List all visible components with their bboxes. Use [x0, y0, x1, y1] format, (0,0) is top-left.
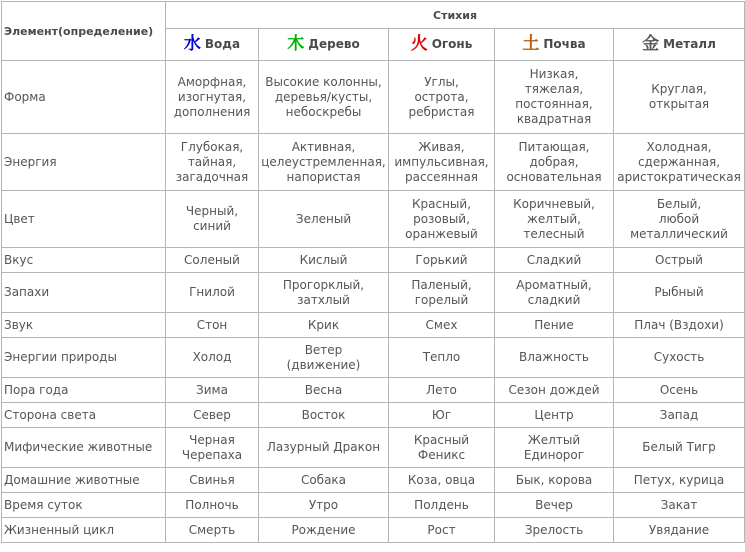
cell-fire: [389, 248, 495, 273]
cell-text: дополнения: [173, 104, 251, 119]
cell-earth: [495, 191, 614, 248]
cell-earth: [495, 248, 614, 273]
cell-text: тайная,: [187, 154, 237, 169]
cell-text: Полночь: [185, 497, 239, 512]
cell-metal: [614, 378, 745, 403]
cell-earth: [495, 403, 614, 428]
cell-text: ребристая: [408, 104, 475, 119]
cell-text: квадратная: [516, 112, 592, 126]
cell-text: Пение: [534, 317, 574, 332]
cell-text: Активная,: [291, 139, 356, 154]
cell-water: [166, 61, 259, 134]
cell-text: затхлый: [297, 292, 350, 307]
cell-text: Север: [193, 407, 231, 422]
cell-text: горелый: [414, 292, 469, 307]
cell-water: [166, 134, 259, 191]
cell-text: (движение): [286, 357, 361, 372]
cell-fire: [389, 428, 495, 468]
cell-text: Живая,: [418, 139, 465, 154]
element-header-fire: [389, 29, 495, 61]
element-label: Почва: [543, 37, 586, 51]
cell-text: любой: [658, 211, 700, 226]
cell-text: Горький: [415, 252, 468, 267]
row-label: Запахи: [2, 273, 166, 313]
cell-text: Петух, курица: [633, 472, 725, 487]
cell-wood: [259, 273, 389, 313]
cell-wood: [259, 518, 389, 543]
cell-text: Коричневый,: [513, 196, 595, 211]
cell-text: Весна: [304, 382, 343, 397]
cell-water: [166, 248, 259, 273]
cell-metal: [614, 191, 745, 248]
cell-text: Красный,: [411, 196, 472, 211]
cell-earth: [495, 518, 614, 543]
table-row: [2, 468, 745, 493]
cell-text: тяжелая,: [524, 82, 584, 96]
cell-text: Гнилой: [189, 285, 235, 299]
cell-text: Черепаха: [181, 447, 243, 462]
row-label: Энергии природы: [2, 338, 166, 378]
cell-text: сдержанная,: [637, 154, 721, 169]
table-row: [2, 428, 745, 468]
cell-water: [166, 313, 259, 338]
cell-wood: [259, 134, 389, 191]
cell-text: Прогорклый,: [282, 277, 365, 292]
cell-wood: [259, 191, 389, 248]
cell-text: Соленый: [184, 252, 240, 267]
cell-text: Восток: [301, 407, 346, 422]
row-label: Вкус: [2, 248, 166, 273]
cell-water: [166, 493, 259, 518]
elements-table: [1, 1, 745, 543]
element-header-earth: [495, 29, 614, 61]
cell-text: Коза, овца: [407, 472, 476, 487]
row-label: Энергия: [2, 134, 166, 191]
cell-text: Запад: [659, 407, 699, 422]
cell-text: Плач (Вздохи): [634, 317, 724, 332]
cell-metal: [614, 403, 745, 428]
cell-text: сладкий: [527, 292, 581, 307]
cell-earth: [495, 338, 614, 378]
cell-metal: [614, 134, 745, 191]
cell-text: Центр: [534, 407, 574, 422]
cell-earth: [495, 468, 614, 493]
cell-metal: [614, 338, 745, 378]
cell-text: Высокие колонны,: [265, 74, 382, 89]
cell-text: Сезон дождей: [508, 382, 600, 397]
element-label: Огонь: [431, 37, 473, 51]
cell-text: импульсивная,: [394, 154, 489, 169]
cell-wood: [259, 468, 389, 493]
cell-text: добрая,: [529, 154, 579, 169]
cell-text: целеустремленная,: [261, 154, 386, 169]
table-row: [2, 191, 745, 248]
cell-text: Полдень: [414, 497, 469, 512]
cell-text: Низкая,: [529, 67, 579, 81]
cell-text: Свинья: [189, 472, 235, 487]
cell-fire: [389, 518, 495, 543]
table-row: [2, 403, 745, 428]
table-row: [2, 338, 745, 378]
table-row: [2, 248, 745, 273]
cell-text: деревья/кусты,: [274, 89, 373, 104]
cell-text: основательная: [506, 169, 602, 184]
cell-water: [166, 191, 259, 248]
cell-text: Рост: [427, 522, 456, 537]
cell-text: Круглая,: [651, 82, 707, 96]
element-label: Металл: [663, 37, 716, 51]
row-label: Мифические животные: [2, 428, 166, 468]
cell-text: постоянная,: [515, 97, 593, 111]
cell-text: аристократическая: [617, 169, 741, 184]
cell-fire: [389, 403, 495, 428]
row-label: Звук: [2, 313, 166, 338]
cell-fire: [389, 378, 495, 403]
cell-earth: [495, 273, 614, 313]
cell-text: Утро: [308, 497, 339, 512]
cell-metal: [614, 61, 745, 134]
cell-text: Белый Тигр: [642, 440, 716, 454]
cell-text: Углы,: [424, 74, 459, 89]
cell-text: Рождение: [291, 522, 356, 537]
cell-fire: [389, 273, 495, 313]
header-row-top: [2, 2, 745, 29]
table-body: [2, 61, 745, 543]
cell-water: [166, 273, 259, 313]
element-label: Вода: [204, 37, 241, 51]
row-label: Время суток: [2, 493, 166, 518]
cell-text: Желтый Единорог: [523, 432, 585, 462]
cell-text: Аморфная,: [177, 74, 247, 89]
group-header: Стихия: [166, 2, 745, 29]
cell-fire: [389, 191, 495, 248]
cell-text: открытая: [648, 97, 710, 111]
cell-wood: [259, 403, 389, 428]
cell-text: Холодная,: [646, 139, 712, 154]
cell-earth: [495, 428, 614, 468]
cell-text: Глубокая,: [180, 139, 244, 154]
cell-earth: [495, 313, 614, 338]
cell-text: телесный: [523, 226, 585, 241]
cell-water: [166, 338, 259, 378]
row-label: Пора года: [2, 378, 166, 403]
cell-text: Острый: [655, 252, 703, 267]
cell-earth: [495, 61, 614, 134]
cell-text: Смех: [425, 317, 458, 332]
element-label: Дерево: [308, 37, 360, 51]
cell-text: Кислый: [299, 252, 348, 267]
cell-text: Паленый,: [411, 277, 472, 292]
cell-text: Сухость: [653, 350, 705, 364]
cell-text: Сладкий: [526, 252, 582, 267]
element-header-metal: [614, 29, 745, 61]
cell-text: оранжевый: [405, 226, 478, 241]
cell-water: [166, 378, 259, 403]
cell-wood: [259, 378, 389, 403]
cell-text: Смерть: [188, 522, 236, 537]
water-glyph: 水: [183, 34, 201, 54]
cell-text: Черная: [189, 432, 235, 447]
cell-text: Закат: [660, 497, 698, 512]
cell-water: [166, 428, 259, 468]
cell-earth: [495, 378, 614, 403]
table-row: [2, 273, 745, 313]
cell-metal: [614, 313, 745, 338]
cell-fire: [389, 493, 495, 518]
table-row: [2, 378, 745, 403]
cell-wood: [259, 313, 389, 338]
cell-text: Влажность: [519, 350, 589, 364]
cell-text: розовый,: [413, 211, 470, 226]
cell-metal: [614, 248, 745, 273]
corner-header: Элемент(определение): [2, 2, 166, 61]
cell-metal: [614, 493, 745, 518]
cell-text: Увядание: [648, 522, 710, 537]
cell-text: напористая: [286, 169, 361, 184]
row-label: Жизненный цикл: [2, 518, 166, 543]
row-label: Цвет: [2, 191, 166, 248]
cell-text: Питающая,: [518, 139, 590, 154]
cell-wood: [259, 493, 389, 518]
cell-text: Стон: [196, 317, 228, 332]
row-label: Форма: [2, 61, 166, 134]
cell-text: Зеленый: [295, 211, 352, 226]
table-row: [2, 518, 745, 543]
cell-water: [166, 468, 259, 493]
cell-metal: [614, 468, 745, 493]
cell-text: Крик: [307, 317, 340, 332]
cell-wood: [259, 428, 389, 468]
cell-text: загадочная: [175, 169, 249, 184]
cell-metal: [614, 518, 745, 543]
cell-text: рассеянная: [404, 169, 479, 184]
element-header-wood: [259, 29, 389, 61]
cell-water: [166, 518, 259, 543]
cell-text: Вечер: [535, 497, 573, 512]
cell-text: Красный: [413, 432, 470, 447]
wood-glyph: 木: [287, 34, 305, 54]
cell-text: Осень: [659, 382, 699, 397]
cell-text: желтый,: [527, 211, 581, 226]
fire-glyph: 火: [410, 34, 428, 54]
element-header-water: [166, 29, 259, 61]
table-row: [2, 134, 745, 191]
cell-wood: [259, 248, 389, 273]
table-row: [2, 493, 745, 518]
cell-text: Черный,: [185, 204, 239, 218]
cell-earth: [495, 493, 614, 518]
cell-fire: [389, 313, 495, 338]
cell-fire: [389, 338, 495, 378]
cell-metal: [614, 273, 745, 313]
cell-text: Лазурный Дракон: [266, 440, 381, 454]
cell-text: небоскребы: [285, 104, 362, 119]
cell-text: Холод: [192, 350, 232, 364]
metal-glyph: 金: [642, 34, 660, 54]
cell-fire: [389, 134, 495, 191]
cell-fire: [389, 468, 495, 493]
cell-metal: [614, 428, 745, 468]
cell-text: Феникс: [417, 447, 466, 462]
cell-text: Тепло: [422, 350, 461, 364]
cell-text: Ветер: [304, 342, 343, 357]
cell-text: острота,: [414, 89, 469, 104]
table-row: [2, 61, 745, 134]
cell-text: Собака: [300, 472, 347, 487]
cell-fire: [389, 61, 495, 134]
cell-text: Зима: [196, 382, 228, 397]
cell-wood: [259, 61, 389, 134]
cell-text: Бык, корова: [515, 472, 593, 487]
cell-wood: [259, 338, 389, 378]
cell-earth: [495, 134, 614, 191]
cell-text: Ароматный,: [516, 277, 592, 292]
cell-text: изогнутая,: [177, 89, 247, 104]
earth-glyph: 土: [522, 34, 540, 54]
cell-text: металлический: [630, 226, 728, 241]
cell-text: Рыбный: [654, 285, 704, 299]
row-label: Домашние животные: [2, 468, 166, 493]
cell-text: Белый,: [656, 196, 702, 211]
cell-text: синий: [193, 219, 231, 233]
row-label: Сторона света: [2, 403, 166, 428]
cell-water: [166, 403, 259, 428]
cell-text: Лето: [426, 382, 457, 397]
table-row: [2, 313, 745, 338]
cell-text: Юг: [431, 407, 452, 422]
cell-text: Зрелость: [524, 522, 584, 537]
